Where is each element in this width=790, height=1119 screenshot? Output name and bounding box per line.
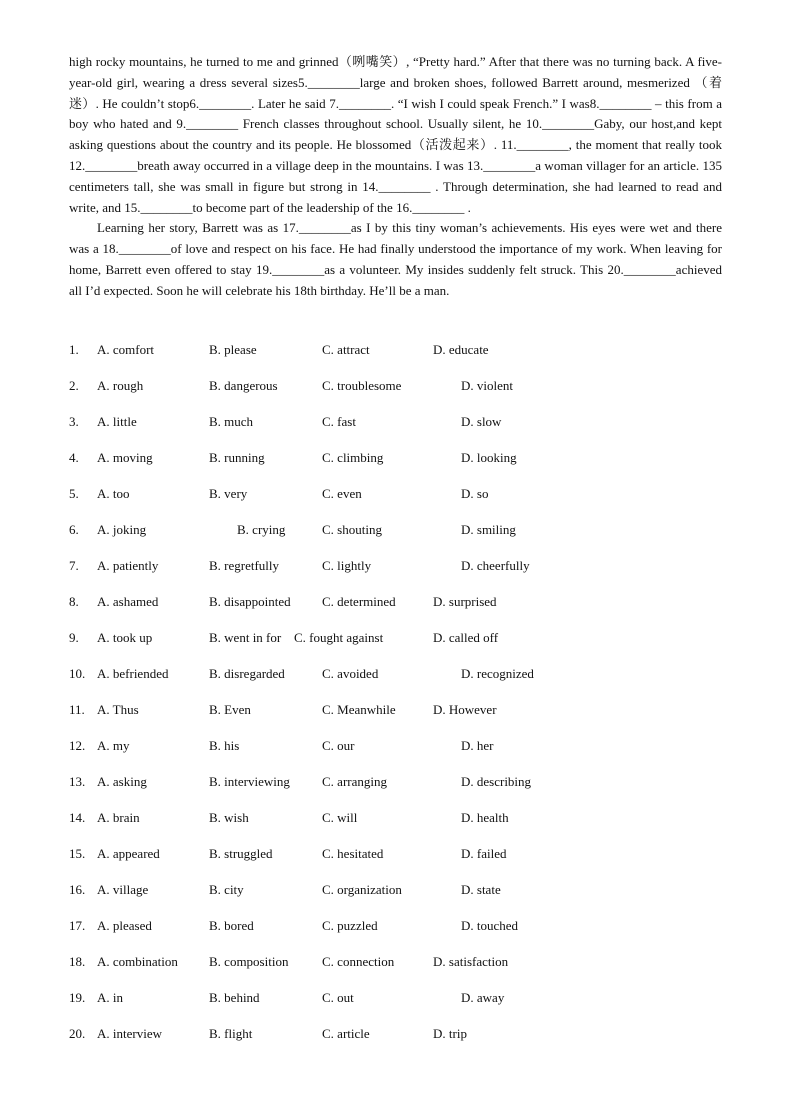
option-c: C. even xyxy=(322,486,362,501)
option-b: B. behind xyxy=(209,990,260,1005)
passage-line: was 13.________a woman villager for an article. 135 centimeters tall, she was small in figure but strong in xyxy=(69,157,722,194)
question-row xyxy=(69,520,729,556)
question-row xyxy=(69,448,729,484)
question-number: 1. xyxy=(69,342,79,357)
option-c: C. climbing xyxy=(322,450,384,465)
option-b: B. flight xyxy=(209,1026,253,1041)
option-a: A. too xyxy=(97,486,130,501)
option-c: C. lightly xyxy=(322,558,372,573)
passage xyxy=(69,52,722,302)
option-d: D. satisfaction xyxy=(433,954,509,969)
option-d: D. However xyxy=(433,702,497,717)
option-a: A. befriended xyxy=(97,666,169,681)
option-b: B. regretfully xyxy=(209,558,280,573)
option-c: C. shouting xyxy=(322,522,382,537)
option-c: C. attract xyxy=(322,342,370,357)
question-number: 5. xyxy=(69,486,79,501)
option-a: A. rough xyxy=(97,378,144,393)
option-d: D. slow xyxy=(461,414,502,429)
question-number: 3. xyxy=(69,414,79,429)
question-number: 13. xyxy=(69,774,86,789)
question-row xyxy=(69,880,729,916)
question-number: 18. xyxy=(69,954,86,969)
option-a: A. combination xyxy=(97,954,178,969)
option-d: D. recognized xyxy=(461,666,534,681)
passage-line: leaving for home, Barrett even offered to stay 19.________as a volunteer. My insides suddenly felt struck. This xyxy=(69,241,722,277)
passage-line: leadership of the 16.________ . xyxy=(306,199,471,215)
question-row xyxy=(69,988,729,1024)
option-a: A. asking xyxy=(97,774,147,789)
question-row xyxy=(69,412,729,448)
option-a: A. took up xyxy=(97,630,153,645)
passage-line: 14.________ . Through determination, she had learned to read and write, and 15.________to become part of the xyxy=(69,178,723,215)
passage-line: 10.________Gaby, our host,and kept asking questions about the country and its people. He blossomed（活泼起来）. xyxy=(69,116,723,153)
option-b: B. struggled xyxy=(209,846,273,861)
passage-line: 11.________, the moment that really took 12.________breath away occurred in a village deep in the mountains. I xyxy=(69,137,723,173)
question-row xyxy=(69,772,729,808)
passage-line: Learning her story, Barrett was as 17.________as I by this tiny woman’s achievements. His eyes were wet and xyxy=(97,220,692,236)
question-number: 8. xyxy=(69,594,79,609)
question-number: 2. xyxy=(69,378,79,393)
option-d: D. cheerfully xyxy=(461,558,530,573)
option-a: A. moving xyxy=(97,450,153,465)
passage-line: 20.________achieved all I’d expected. Soon he will celebrate his 18th birthday. He’ll be a man. xyxy=(69,261,722,298)
option-d: D. touched xyxy=(461,918,519,933)
option-b: B. went in for xyxy=(209,630,282,645)
question-row xyxy=(69,1024,729,1060)
question-number: 11. xyxy=(69,702,85,717)
option-b: B. crying xyxy=(237,522,286,537)
option-d: D. health xyxy=(461,810,509,825)
option-d: D. state xyxy=(461,882,501,897)
option-b: B. much xyxy=(209,414,254,429)
option-d: D. her xyxy=(461,738,494,753)
option-d: D. looking xyxy=(461,450,517,465)
question-row xyxy=(69,952,729,988)
paragraph-1 xyxy=(69,52,722,218)
option-b: B. wish xyxy=(209,810,249,825)
option-c: C. fast xyxy=(322,414,356,429)
question-row xyxy=(69,628,729,664)
passage-line: high rocky mountains, he turned to me and grinned（咧嘴笑）, “Pretty hard.” After that there was no turning back. xyxy=(69,54,683,69)
passage-line: there was a 18.________of love and respect on his face. He had finally understood the importance of my work. When xyxy=(69,220,723,257)
option-d: D. so xyxy=(461,486,489,501)
question-number: 9. xyxy=(69,630,79,645)
option-a: A. comfort xyxy=(97,342,155,357)
question-options-list xyxy=(69,340,729,1060)
question-number: 17. xyxy=(69,918,86,933)
question-row xyxy=(69,376,729,412)
option-c: C. determined xyxy=(322,594,396,609)
option-a: A. my xyxy=(97,738,130,753)
option-b: B. disregarded xyxy=(209,666,285,681)
option-d: D. smiling xyxy=(461,522,516,537)
question-number: 14. xyxy=(69,810,86,825)
option-a: A. village xyxy=(97,882,149,897)
option-a: A. in xyxy=(97,990,123,1005)
question-number: 19. xyxy=(69,990,86,1005)
option-a: A. ashamed xyxy=(97,594,159,609)
option-c: C. arranging xyxy=(322,774,387,789)
option-c: C. connection xyxy=(322,954,395,969)
question-number: 16. xyxy=(69,882,86,897)
option-b: B. very xyxy=(209,486,248,501)
passage-line: was8.________ – this from a boy who hated and 9.________ French classes throughout school. Usually silent, he xyxy=(69,95,722,132)
option-c: C. fought against xyxy=(294,630,384,645)
option-d: D. surprised xyxy=(433,594,497,609)
option-b: B. please xyxy=(209,342,257,357)
question-number: 15. xyxy=(69,846,86,861)
question-row xyxy=(69,664,729,700)
option-b: B. disappointed xyxy=(209,594,291,609)
option-b: B. running xyxy=(209,450,265,465)
question-number: 10. xyxy=(69,666,86,681)
option-b: B. city xyxy=(209,882,244,897)
option-b: B. his xyxy=(209,738,240,753)
question-row xyxy=(69,484,729,520)
passage-line: mesmerized （着迷）. He couldn’t stop6.________. Later he said 7.________. “I wish I could speak French.” I xyxy=(69,74,722,111)
question-number: 20. xyxy=(69,1026,86,1041)
option-d: D. describing xyxy=(461,774,532,789)
option-a: A. little xyxy=(97,414,137,429)
question-row xyxy=(69,592,729,628)
option-c: C. avoided xyxy=(322,666,379,681)
option-c: C. hesitated xyxy=(322,846,384,861)
question-number: 12. xyxy=(69,738,86,753)
question-row xyxy=(69,556,729,592)
question-row xyxy=(69,700,729,736)
question-number: 4. xyxy=(69,450,79,465)
option-a: A. brain xyxy=(97,810,140,825)
option-d: D. called off xyxy=(433,630,499,645)
option-c: C. troublesome xyxy=(322,378,402,393)
option-a: A. interview xyxy=(97,1026,162,1041)
option-b: B. interviewing xyxy=(209,774,290,789)
question-row xyxy=(69,808,729,844)
option-c: C. will xyxy=(322,810,358,825)
option-c: C. Meanwhile xyxy=(322,702,396,717)
option-b: B. bored xyxy=(209,918,254,933)
question-row xyxy=(69,736,729,772)
question-number: 6. xyxy=(69,522,79,537)
option-a: A. pleased xyxy=(97,918,152,933)
option-c: C. our xyxy=(322,738,355,753)
option-d: D. educate xyxy=(433,342,489,357)
option-c: C. puzzled xyxy=(322,918,378,933)
option-c: C. article xyxy=(322,1026,370,1041)
question-row xyxy=(69,340,729,376)
option-d: D. away xyxy=(461,990,505,1005)
option-a: A. patiently xyxy=(97,558,159,573)
paragraph-2 xyxy=(69,218,722,301)
question-number: 7. xyxy=(69,558,79,573)
question-row xyxy=(69,844,729,880)
option-c: C. organization xyxy=(322,882,402,897)
option-d: D. trip xyxy=(433,1026,467,1041)
question-row xyxy=(69,916,729,952)
option-d: D. failed xyxy=(461,846,507,861)
option-b: B. composition xyxy=(209,954,289,969)
option-b: B. Even xyxy=(209,702,251,717)
option-c: C. out xyxy=(322,990,354,1005)
option-a: A. appeared xyxy=(97,846,160,861)
option-a: A. Thus xyxy=(97,702,139,717)
option-a: A. joking xyxy=(97,522,147,537)
option-d: D. violent xyxy=(461,378,513,393)
passage-line: A five-year-old girl, wearing a dress several sizes5.________large and broken shoes, followed Barrett around, xyxy=(69,54,722,90)
option-b: B. dangerous xyxy=(209,378,278,393)
